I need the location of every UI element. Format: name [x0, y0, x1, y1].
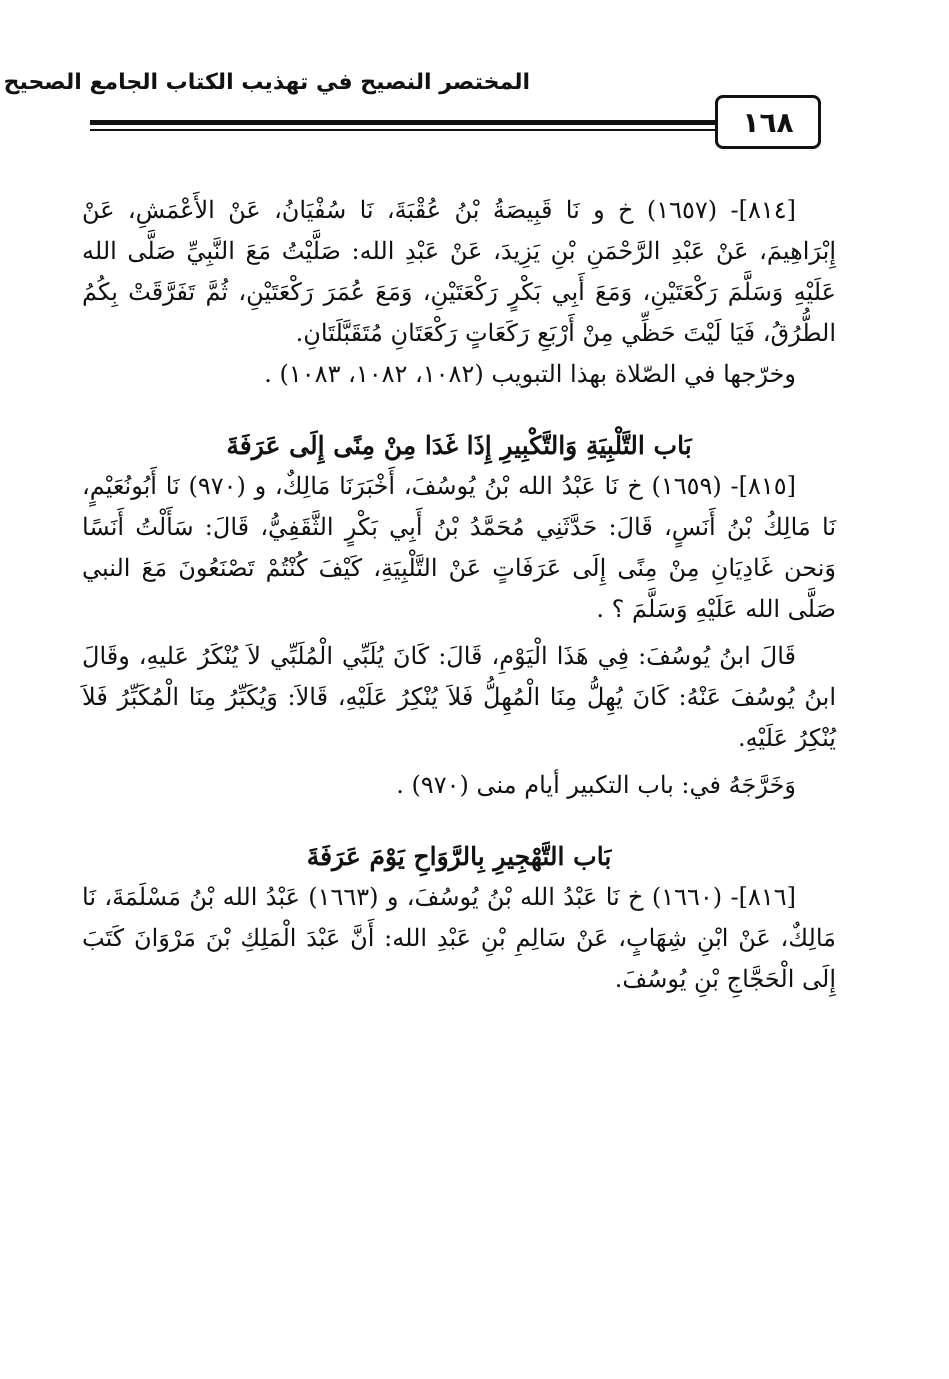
- hadith-815-source: وَخَرَّجَهُ في: باب التكبير أيام منى (٩٧٠) .: [396, 771, 796, 799]
- hadith-815-text-continued: قَالَ ابنُ يُوسُفَ: فِي هَذَا الْيَوْمِ، قَالَ: كَانَ يُلَبِّي الْمُلَبِّي لاَ يُنْكَرُ عَليهِ، وقَالَ ابنُ يُوسُفَ عَنْهُ: كَانَ يُهِلُّ مِنَا الْمُهِلُّ فَلاَ يُنْكِرُ عَلَيْهِ، قَالاَ: وَيُكَبِّرُ مِنَا الْمُكَبِّرُ فَلاَ يُنْكِرُ عَلَيْهِ.: [82, 642, 836, 752]
- page-content: [82, 190, 836, 1000]
- chapter-heading-tahjir: بَاب التَّهْجِيرِ بِالرَّوَاحِ يَوْمَ عَرَفَةَ: [306, 842, 612, 871]
- running-title: المختصر النصيح في تهذيب الكتاب الجامع الصحيح: [3, 70, 530, 95]
- header-rule-thick: [90, 120, 715, 125]
- header-rule-thin: [90, 129, 715, 131]
- page-number: ١٦٨: [715, 95, 821, 149]
- hadith-816-text: [٨١٦]- (١٦٦٠) خ نَا عَبْدُ الله بْنُ يُوسُفَ، و (١٦٦٣) عَبْدُ الله بْنُ مَسْلَمَةَ، نَا مَالِكٌ، عَنْ ابْنِ شِهَابٍ، عَنْ سَالِمِ بْنِ عَبْدِ الله: أَنَّ عَبْدَ الْمَلِكِ بْنَ مَرْوَانَ كَتَبَ إِلَى الْحَجَّاجِ بْنِ يُوسُفَ.: [82, 883, 836, 993]
- hadith-814-source: وخرّجها في الصّلاة بهذا التبويب (١٠٨٢، ١٠٨٢، ١٠٨٣) .: [264, 360, 796, 388]
- hadith-815-text: [٨١٥]- (١٦٥٩) خ نَا عَبْدُ الله بْنُ يُوسُفَ، أَخْبَرَنَا مَالِكٌ، و (٩٧٠) نَا أَبُونُعَيْمٍ، نَا مَالِكُ بْنُ أَنَسٍ، قَالَ: حَدَّثَنِي مُحَمَّدُ بْنُ أَبِي بَكْرٍ الثَّقَفِيُّ، قَالَ: سَأَلْتُ أَنَسًا وَنحن غَادِيَانِ مِنْ مِنًى إِلَى عَرَفَاتٍ عَنْ التَّلْبِيَةِ، كَيْفَ كُنْتُمْ تَصْنَعُونَ مَعَ النبي صَلَّى الله عَلَيْهِ وَسَلَّمَ ؟ .: [82, 472, 836, 623]
- hadith-814-text: [٨١٤]- (١٦٥٧) خ و نَا قَبِيصَةُ بْنُ عُقْبَةَ، نَا سُفْيَانُ، عَنْ الأَعْمَشِ، عَنْ إِبْرَاهِيمَ، عَنْ عَبْدِ الرَّحْمَنِ بْنِ يَزِيدَ، عَنْ عَبْدِ الله: صَلَّيْتُ مَعَ النَّبِيِّ صَلَّى الله عَلَيْهِ وَسَلَّمَ رَكْعَتَيْنِ، وَمَعَ أَبِي بَكْرٍ رَكْعَتَيْنِ، وَمَعَ عُمَرَ رَكْعَتَيْنِ، ثُمَّ تَفَرَّقَتْ بِكُمُ الطُّرُقُ، فَيَا لَيْتَ حَظِّي مِنْ أَرْبَعِ رَكَعَاتٍ رَكْعَتَانِ مُتَقَبَّلَتَانِ.: [82, 196, 836, 347]
- chapter-heading-talbiya: بَاب التَّلْبِيَةِ وَالتَّكْبِيرِ إِذَا غَدَا مِنْ مِنًى إِلَى عَرَفَةَ: [226, 431, 692, 460]
